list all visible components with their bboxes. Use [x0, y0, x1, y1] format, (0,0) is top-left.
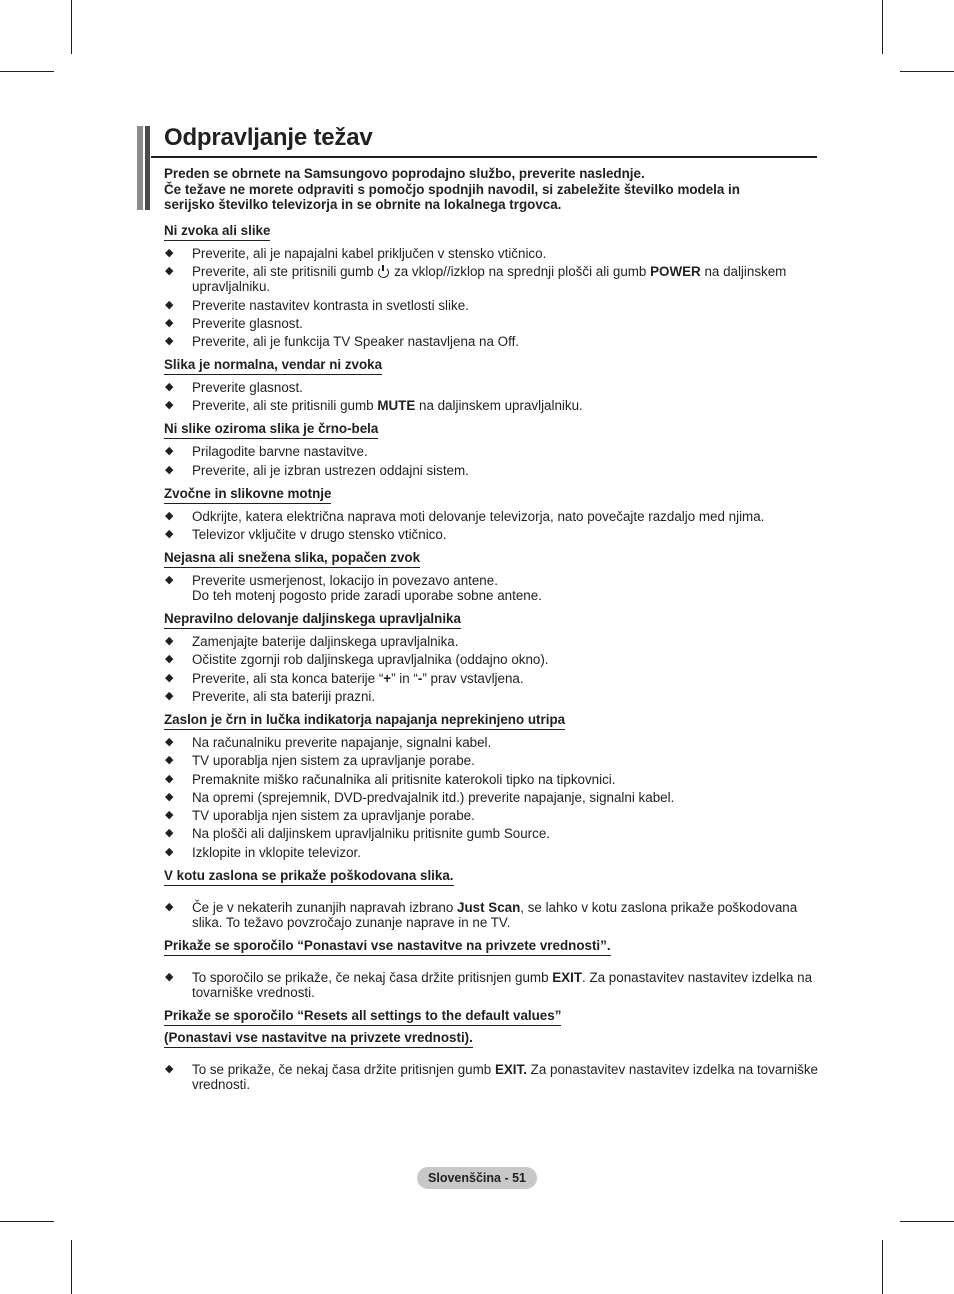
list-item: ◆ Preverite nastavitev kontrasta in svetlosti slike. — [165, 297, 469, 313]
section-snowy-picture — [164, 550, 824, 603]
crop-mark-top-left-v — [71, 0, 72, 54]
section-heading: Ni slike oziroma slika je črno-bela — [164, 421, 378, 439]
list-item: ◆ Odkrijte, katera električna naprava moti delovanje televizorja, nato povečajte razdaljo med njima. — [165, 508, 765, 524]
list-item: ◆ Na plošči ali daljinskem upravljalniku pritisnite gumb Source. — [165, 826, 550, 842]
diamond-bullet-icon: ◆ — [165, 735, 174, 748]
diamond-bullet-icon: ◆ — [165, 463, 174, 476]
list-item: ◆ Na računalniku preverite napajanje, signalni kabel. — [165, 734, 492, 750]
crop-mark-bottom-right-v — [882, 1240, 883, 1294]
list-item: ◆ Izklopite in vklopite televizor. — [165, 844, 361, 860]
list-item: ◆ To sporočilo se prikaže, če nekaj časa držite pritisnjen gumb EXIT. Za ponastavitev nastavitev izdelka na tovarniške vrednosti. — [165, 969, 813, 1000]
diamond-bullet-icon: ◆ — [165, 574, 174, 587]
section-heading: Slika je normalna, vendar ni zvoka — [164, 357, 382, 375]
diamond-bullet-icon: ◆ — [165, 399, 174, 412]
list-item: ◆ Prilagodite barvne nastavitve. — [165, 444, 368, 460]
crop-mark-top-right-h — [900, 71, 954, 72]
crop-mark-bottom-left-v — [71, 1240, 72, 1294]
list-item: ◆ Če je v nekaterih zunanjih napravah izbrano Just Scan, se lahko v kotu zaslona prikaže poškodovana slika. To težavo povzročajo zunanje naprave in ne TV. — [165, 899, 798, 930]
section-heading: V kotu zaslona se prikaže poškodovana slika. — [164, 868, 454, 886]
list-item: ◆ TV uporablja njen sistem za upravljanje porabe. — [165, 808, 475, 824]
section-reset-message-sl — [164, 938, 824, 1000]
list-item: ◆ Preverite, ali je izbran ustrezen oddajni sistem. — [165, 462, 469, 478]
diamond-bullet-icon: ◆ — [165, 445, 174, 458]
diamond-bullet-icon: ◆ — [165, 754, 174, 767]
list-item: ◆ Preverite, ali je funkcija TV Speaker nastavljena na Off. — [165, 334, 520, 350]
diamond-bullet-icon: ◆ — [165, 1062, 174, 1075]
diamond-bullet-icon: ◆ — [165, 827, 174, 840]
title-rule — [151, 156, 817, 158]
list-item: ◆ Preverite, ali ste pritisnili gumb MUTE na daljinskem upravljalniku. — [165, 398, 583, 414]
diamond-bullet-icon: ◆ — [165, 845, 174, 858]
section-interference — [164, 486, 824, 542]
list-item: ◆ Preverite glasnost. — [165, 380, 303, 396]
diamond-bullet-icon: ◆ — [165, 335, 174, 348]
list-item: ◆ Preverite usmerjenost, lokacijo in povezavo antene. Do teh motenj pogosto pride zaradi uporabe sobne antene. — [165, 573, 542, 604]
page-title: Odpravljanje težav — [164, 124, 373, 151]
diamond-bullet-icon: ◆ — [165, 671, 174, 684]
section-reset-message-en — [164, 1008, 824, 1092]
list-item: ◆ Preverite, ali sta bateriji prazni. — [165, 688, 376, 704]
section-no-sound-or-picture — [164, 223, 824, 349]
diamond-bullet-icon: ◆ — [165, 509, 174, 522]
diamond-bullet-icon: ◆ — [165, 635, 174, 648]
diamond-bullet-icon: ◆ — [165, 265, 174, 278]
section-black-screen-blinking — [164, 712, 824, 860]
list-item: ◆ Televizor vključite v drugo stensko vtičnico. — [165, 527, 447, 543]
diamond-bullet-icon: ◆ — [165, 970, 174, 983]
section-heading: Nepravilno delovanje daljinskega upravljalnika — [164, 611, 461, 629]
intro-line-1: Preden se obrnete na Samsungovo poprodajno službo, preverite naslednje. — [164, 166, 645, 181]
section-picture-ok-no-sound — [164, 357, 824, 413]
section-heading: Zaslon je črn in lučka indikatorja napajanja neprekinjeno utripa — [164, 712, 565, 730]
diamond-bullet-icon: ◆ — [165, 298, 174, 311]
list-item: ◆ Očistite zgornji rob daljinskega upravljalnika (oddajno okno). — [165, 652, 549, 668]
list-item: ◆ TV uporablja njen sistem za upravljanje porabe. — [165, 753, 475, 769]
section-heading: Prikaže se sporočilo “Resets all settings to the default values” — [164, 1008, 561, 1026]
intro-line-2: Če težave ne morete odpraviti s pomočjo spodnjih navodil, si zabeležite številko modela in — [164, 181, 740, 197]
section-heading: Zvočne in slikovne motnje — [164, 486, 331, 504]
diamond-bullet-icon: ◆ — [165, 790, 174, 803]
title-accent-bars — [137, 126, 151, 210]
power-icon — [378, 267, 389, 278]
diamond-bullet-icon: ◆ — [165, 528, 174, 541]
crop-mark-top-left-h — [0, 71, 54, 72]
diamond-bullet-icon: ◆ — [165, 316, 174, 329]
list-item: ◆ Preverite, ali je napajalni kabel priključen v stensko vtičnico. — [165, 246, 547, 261]
intro-line-3: serijsko številko televizorja in se obrnite na lokalnega trgovca. — [164, 197, 562, 212]
diamond-bullet-icon: ◆ — [165, 653, 174, 666]
list-item: ◆ Zamenjajte baterije daljinskega upravljalnika. — [165, 634, 459, 650]
list-item: ◆ Premaknite miško računalnika ali pritisnite katerokoli tipko na tipkovnici. — [165, 771, 616, 787]
list-item: ◆ Preverite, ali sta konca baterije “+” in “-” prav vstavljena. — [165, 670, 524, 686]
page-number-badge: Slovenščina - 51 — [417, 1167, 537, 1189]
troubleshooting-content — [164, 223, 824, 1100]
diamond-bullet-icon: ◆ — [165, 900, 174, 913]
diamond-bullet-icon: ◆ — [165, 772, 174, 785]
section-heading: Nejasna ali snežena slika, popačen zvok — [164, 550, 420, 568]
diamond-bullet-icon: ◆ — [165, 689, 174, 702]
section-heading: Ni zvoka ali slike — [164, 223, 270, 241]
section-damaged-corner — [164, 868, 824, 930]
list-item: ◆ Preverite glasnost. — [165, 315, 303, 331]
diamond-bullet-icon: ◆ — [165, 809, 174, 822]
list-item: ◆ To se prikaže, če nekaj časa držite pritisnjen gumb EXIT. Za ponastavitev nastavitev izdelka na tovarniške vrednosti. — [165, 1061, 818, 1092]
crop-mark-bottom-right-h — [900, 1221, 954, 1222]
section-remote-malfunction — [164, 611, 824, 704]
diamond-bullet-icon: ◆ — [165, 381, 174, 394]
crop-mark-bottom-left-h — [0, 1221, 54, 1222]
list-item: ◆ Preverite, ali ste pritisnili gumb za vklop//izklop na sprednji plošči ali gumb POWER na daljinskem upravljalniku. — [165, 264, 787, 295]
diamond-bullet-icon: ◆ — [165, 247, 174, 259]
section-heading-2: (Ponastavi vse nastavitve na privzete vrednosti). — [164, 1030, 473, 1048]
intro-text — [164, 166, 814, 213]
crop-mark-top-right-v — [882, 0, 883, 54]
section-no-picture-bw — [164, 421, 824, 477]
list-item: ◆ Na opremi (sprejemnik, DVD-predvajalnik itd.) preverite napajanje, signalni kabel. — [165, 789, 675, 805]
section-heading: Prikaže se sporočilo “Ponastavi vse nastavitve na privzete vrednosti”. — [164, 938, 611, 956]
